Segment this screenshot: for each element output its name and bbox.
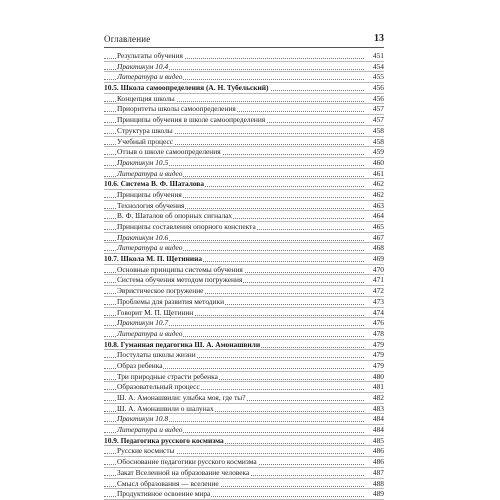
- toc-section-row: [104, 254, 384, 265]
- entry-title: 10.5. Школа самоопределения (А. Н. Тубельский): [104, 83, 269, 93]
- entry-page-number: 479: [366, 350, 384, 361]
- entry-page-number: 484: [366, 414, 384, 425]
- entry-page-number: 458: [366, 137, 384, 148]
- entry-page-number: 480: [366, 372, 384, 383]
- entry-title: Эвристическое погружение: [117, 286, 204, 296]
- entry-page-number: 479: [366, 361, 384, 372]
- entry-page-number: 462: [366, 179, 384, 190]
- toc-entry-row: [104, 94, 384, 105]
- entry-page-number: 469: [366, 254, 384, 265]
- entry-title: Система обучения методом погружения: [117, 275, 243, 285]
- toc-entry-row: [104, 169, 384, 180]
- toc-entry-row: [104, 115, 384, 126]
- entry-page-number: 457: [366, 104, 384, 115]
- entry-page-number: 464: [366, 211, 384, 222]
- entry-page-number: 457: [366, 115, 384, 126]
- entry-title: Результаты обучения: [117, 51, 183, 60]
- toc-entry-row: [104, 62, 384, 73]
- entry-title: Основные принципы системы обучения: [117, 264, 243, 274]
- entry-page-number: 474: [366, 308, 384, 319]
- toc-entry-row: [104, 243, 384, 254]
- entry-page-number: 473: [366, 297, 384, 308]
- toc-entry-row: [104, 297, 384, 308]
- entry-page-number: 462: [366, 190, 384, 201]
- entry-title: Практикум 10.8: [117, 414, 169, 424]
- entry-title: Отзыв о школе самоопределения: [117, 147, 221, 157]
- toc-entry-row: [104, 158, 384, 169]
- toc-entry-row: [104, 457, 384, 468]
- entry-title: Практикум 10.4: [117, 61, 169, 71]
- entry-page-number: 456: [366, 83, 384, 94]
- entry-title: Приоритеты школы самоопределения: [117, 104, 236, 114]
- entry-title: Литература и видео: [117, 168, 183, 178]
- entry-title: Ш. А. Амонашвили о шалунах: [117, 403, 214, 413]
- toc-entry-row: [104, 147, 384, 158]
- entry-title: Постулаты школы жизни: [117, 350, 196, 360]
- entry-page-number: 472: [366, 286, 384, 297]
- entry-title: 10.9. Педагогика русского космизма: [104, 435, 224, 445]
- entry-title: Литература и видео: [117, 72, 183, 82]
- toc-entry-row: [104, 393, 384, 404]
- entry-page-number: 459: [366, 147, 384, 158]
- entry-title: Технология обучения: [117, 200, 185, 210]
- entry-page-number: 481: [366, 382, 384, 393]
- toc-entry-row: [104, 104, 384, 115]
- entry-page-number: 451: [366, 51, 384, 62]
- entry-page-number: 488: [366, 479, 384, 490]
- entry-page-number: 482: [366, 393, 384, 404]
- toc-entry-row: [104, 265, 384, 276]
- entry-page-number: 455: [366, 72, 384, 83]
- entry-page-number: 461: [366, 169, 384, 180]
- entry-page-number: 478: [366, 329, 384, 340]
- toc-entry-row: [104, 275, 384, 286]
- entry-page-number: 479: [366, 340, 384, 351]
- entry-title: Структура школы: [117, 125, 173, 135]
- header-rule: [104, 47, 384, 48]
- entry-title: Три природные страсти ребенка: [117, 371, 218, 381]
- toc-entry-row: [104, 51, 384, 62]
- toc-entry-row: [104, 404, 384, 415]
- toc-entry-row: [104, 361, 384, 372]
- toc-entry-row: [104, 425, 384, 436]
- toc-entry-row: [104, 382, 384, 393]
- entry-title: Практикум 10.6: [117, 232, 169, 242]
- toc-entry-row: [104, 372, 384, 383]
- entry-title: Русские космисты: [117, 446, 175, 456]
- entry-page-number: 483: [366, 404, 384, 415]
- entry-title: Принципы обучения в школе самоопределения: [117, 115, 266, 125]
- toc-section-row: [104, 83, 384, 94]
- entry-page-number: 476: [366, 318, 384, 329]
- toc-section-row: [104, 340, 384, 351]
- entry-title: Принципы составления опорного конспекта: [117, 222, 256, 231]
- entry-title: 10.8. Гуманная педагогика Ш. А. Амонашвили: [104, 339, 261, 349]
- entry-title: В. Ф. Шаталов об опорных сигналах: [117, 211, 233, 221]
- entry-page-number: 484: [366, 425, 384, 436]
- entry-page-number: 470: [366, 265, 384, 276]
- toc-section-row: [104, 436, 384, 447]
- entry-title: Литература и видео: [117, 425, 183, 435]
- entry-page-number: 463: [366, 201, 384, 212]
- toc-entry-row: [104, 414, 384, 425]
- entry-title: Образ ребенка: [117, 360, 163, 370]
- entry-title: Литература и видео: [117, 243, 183, 253]
- entry-title: Концепция школы: [117, 93, 175, 103]
- entry-page-number: 465: [366, 222, 384, 233]
- toc-entry-row: [104, 72, 384, 83]
- entry-page-number: 467: [366, 233, 384, 244]
- toc-entry-row: [104, 446, 384, 457]
- entry-page-number: 487: [366, 468, 384, 479]
- header-page-number: 13: [374, 33, 384, 44]
- entry-title: Практикум 10.7: [117, 318, 169, 328]
- entry-title: 10.6. Система В. Ф. Шаталова: [104, 179, 205, 189]
- entry-title: 10.7. Школа М. П. Щетинина: [104, 254, 203, 264]
- entry-title: Ш. А. Амонашвили: улыбка моя, где ты?: [117, 393, 246, 402]
- entry-title: Говорит М. П. Щетинин: [117, 307, 194, 317]
- entry-title: Закат Вселенной на образование человека: [117, 467, 250, 477]
- entry-page-number: 486: [366, 457, 384, 468]
- entry-page-number: 471: [366, 275, 384, 286]
- entry-title: Учебный процесс: [117, 136, 174, 146]
- header-title: Оглавление: [104, 34, 151, 44]
- toc-entry-row: [104, 222, 384, 233]
- toc-entry-row: [104, 308, 384, 319]
- toc-section-row: [104, 179, 384, 190]
- entry-page-number: 456: [366, 94, 384, 105]
- entry-page-number: 458: [366, 126, 384, 137]
- table-of-contents: [104, 51, 384, 500]
- entry-title: Обоснование педагогики русского космизма: [117, 457, 257, 467]
- toc-entry-row: [104, 126, 384, 137]
- toc-entry-row: [104, 137, 384, 148]
- toc-entry-row: [104, 318, 384, 329]
- entry-page-number: 460: [366, 158, 384, 169]
- entry-title: Принципы обучения: [117, 189, 182, 199]
- entry-title: Проблемы для развития методики: [117, 296, 225, 306]
- entry-page-number: 486: [366, 446, 384, 457]
- toc-entry-row: [104, 286, 384, 297]
- toc-entry-row: [104, 329, 384, 340]
- entry-title: Практикум 10.5: [117, 157, 169, 167]
- toc-entry-row: [104, 233, 384, 244]
- toc-entry-row: [104, 211, 384, 222]
- entry-title: Образовательный процесс: [117, 382, 200, 392]
- entry-page-number: 468: [366, 243, 384, 254]
- entry-title: Литература и видео: [117, 328, 183, 338]
- toc-entry-row: [104, 468, 384, 479]
- toc-entry-row: [104, 479, 384, 490]
- entry-title: Продуктивное освоение мира: [117, 489, 211, 499]
- entry-page-number: 454: [366, 62, 384, 73]
- toc-entry-row: [104, 489, 384, 500]
- entry-page-number: 485: [366, 436, 384, 447]
- toc-entry-row: [104, 350, 384, 361]
- toc-entry-row: [104, 190, 384, 201]
- entry-title: Смысл образования — вселение: [117, 478, 219, 488]
- running-header: [104, 34, 384, 46]
- toc-entry-row: [104, 201, 384, 212]
- entry-page-number: 489: [366, 489, 384, 500]
